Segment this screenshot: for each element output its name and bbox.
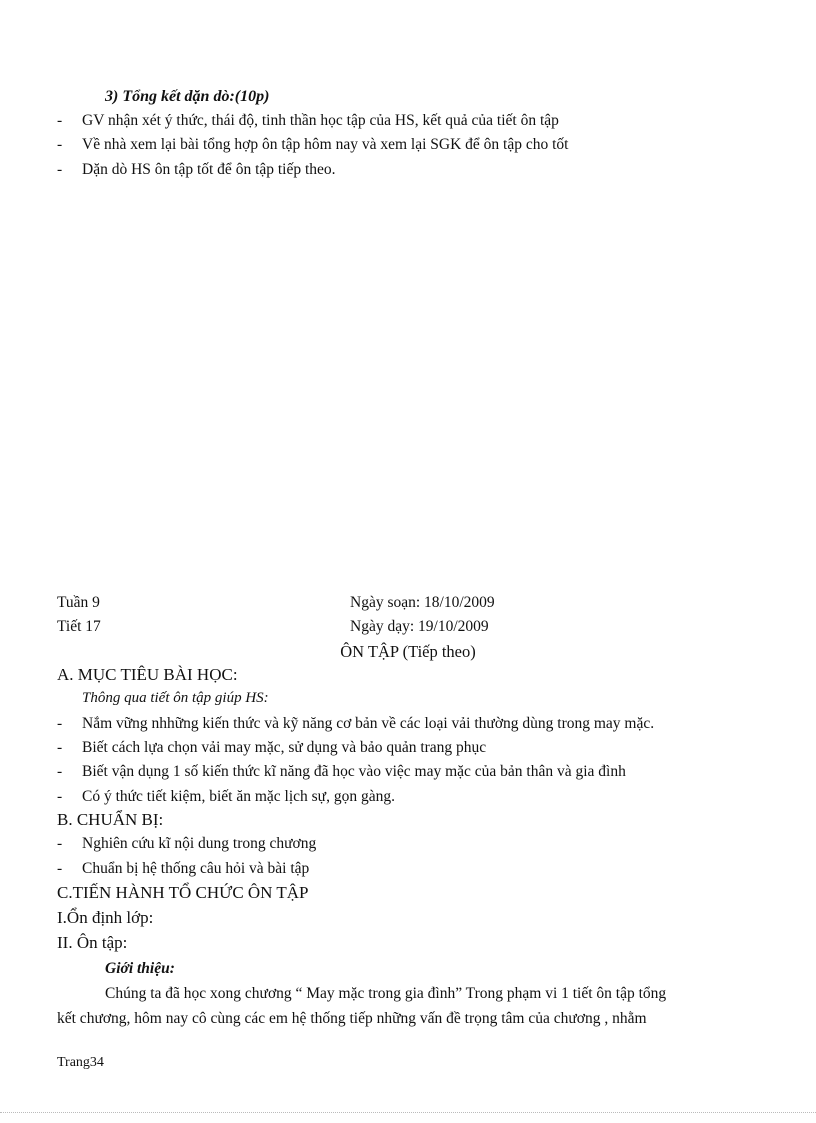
bullet-dash: - (57, 835, 63, 852)
bullet-dash: - (57, 112, 63, 129)
page-bottom-divider (0, 1112, 816, 1113)
bullet-dash: - (57, 763, 63, 780)
bullet-text: Nghiên cứu kĩ nội dung trong chương (82, 835, 317, 852)
page-title: ÔN TẬP (Tiếp theo) (340, 642, 476, 661)
page-number: Trang34 (57, 1055, 104, 1070)
section-c-heading: C.TIẾN HÀNH TỔ CHỨC ÔN TẬP (57, 883, 309, 902)
bullet-text: Chuẩn bị hệ thống câu hỏi và bài tập (82, 860, 310, 877)
bullet-text: GV nhận xét ý thức, thái độ, tinh thần học tập của HS, kết quả của tiết ôn tập (82, 112, 559, 129)
lesson-label: Tiết 17 (57, 618, 101, 635)
bullet-text: Về nhà xem lại bài tổng hợp ôn tập hôm nay và xem lại SGK để ôn tập cho tốt (82, 136, 569, 153)
section-a-heading: A. MỤC TIÊU BÀI HỌC: (57, 665, 238, 684)
bullet-text: Biết vận dụng 1 số kiến thức kĩ năng đã học vào việc may mặc của bản thân và gia đình (82, 763, 626, 780)
bullet-dash: - (57, 161, 63, 178)
section-c-sub1: I.Ổn định lớp: (57, 908, 154, 927)
bullet-text: Nắm vững nhhững kiến thức và kỹ năng cơ bản về các loại vải thường dùng trong may mặc. (82, 715, 655, 732)
bullet-dash: - (57, 788, 63, 805)
section-a-intro: Thông qua tiết ôn tập giúp HS: (82, 690, 269, 706)
week-label: Tuần 9 (57, 594, 100, 611)
section-b-heading: B. CHUẨN BỊ: (57, 810, 164, 829)
section-3-heading: 3) Tổng kết dặn dò:(10p) (105, 88, 270, 105)
intro-label: Giới thiệu: (105, 960, 175, 977)
bullet-text: Biết cách lựa chọn vải may mặc, sử dụng và bảo quản trang phục (82, 739, 487, 756)
intro-paragraph-line1: Chúng ta đã học xong chương “ May mặc trong gia đình” Trong phạm vi 1 tiết ôn tập tổng (105, 985, 667, 1002)
bullet-dash: - (57, 715, 63, 732)
section-c-sub2: II. Ôn tập: (57, 933, 128, 952)
prepared-date: Ngày soạn: 18/10/2009 (350, 594, 495, 611)
intro-paragraph-line2: kết chương, hôm nay cô cùng các em hệ thống tiếp những vấn đề trọng tâm của chương , nhằm (57, 1010, 647, 1027)
bullet-dash: - (57, 739, 63, 756)
bullet-text: Dặn dò HS ôn tập tốt để ôn tập tiếp theo. (82, 161, 336, 178)
bullet-dash: - (57, 136, 63, 153)
taught-date: Ngày dạy: 19/10/2009 (350, 618, 489, 635)
bullet-text: Có ý thức tiết kiệm, biết ăn mặc lịch sự, gọn gàng. (82, 788, 395, 805)
bullet-dash: - (57, 860, 63, 877)
